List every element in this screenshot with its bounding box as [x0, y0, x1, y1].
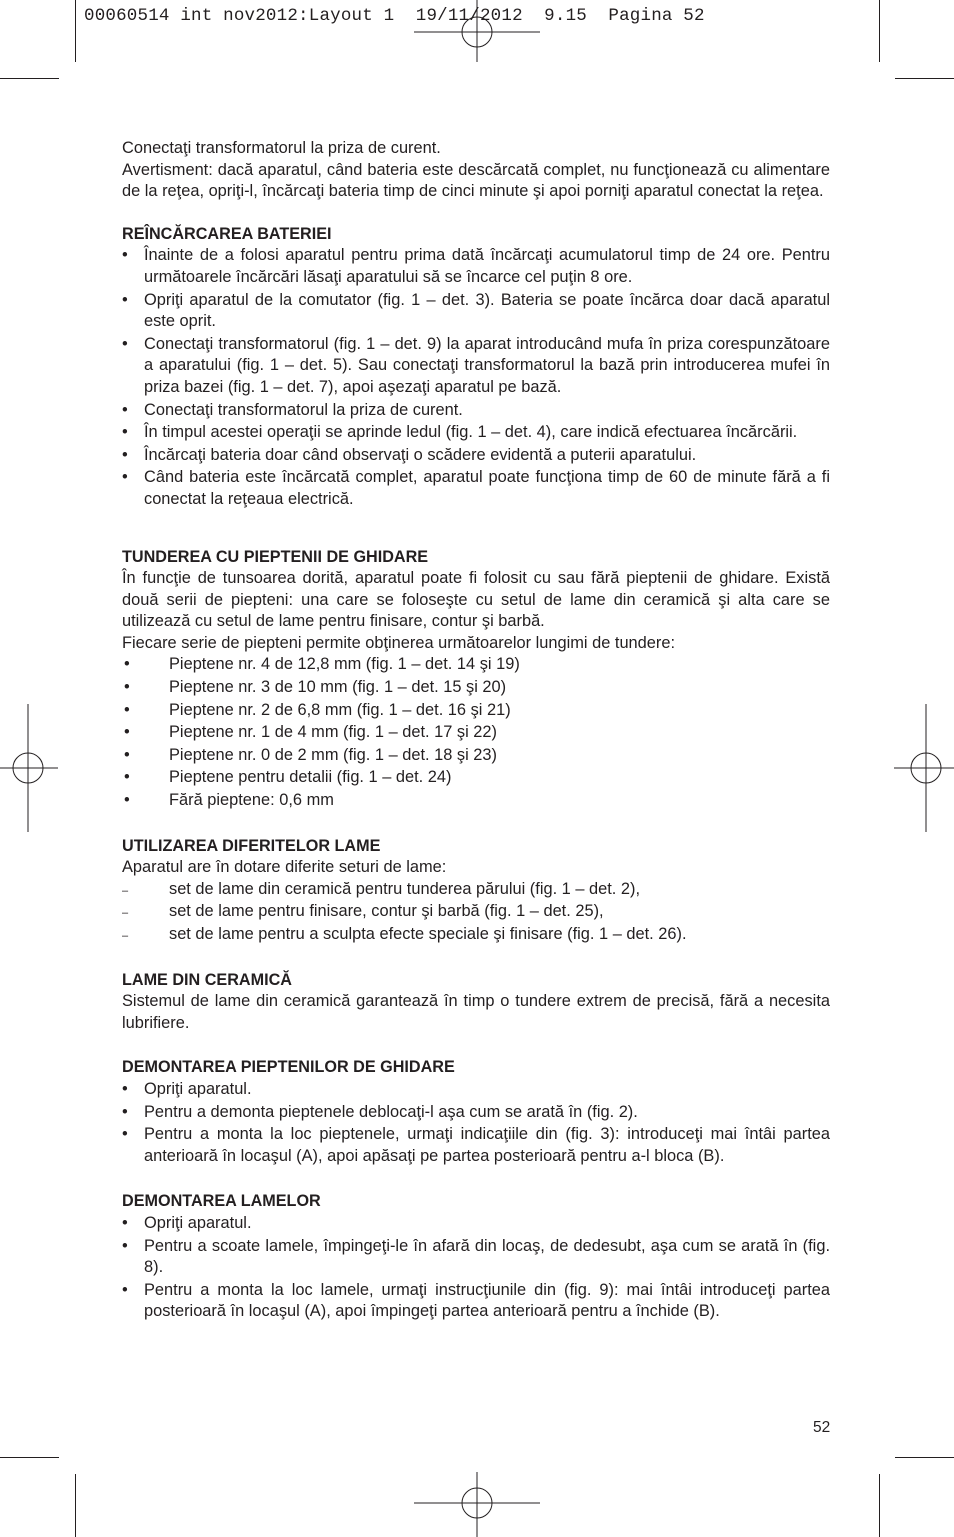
crop-mark — [75, 0, 76, 62]
section-heading: UTILIZAREA DIFERITELOR LAME — [122, 836, 381, 855]
list-item: • Pieptene nr. 2 de 6,8 mm (fig. 1 – det. 16 şi 21) — [122, 700, 830, 722]
list-item: – set de lame pentru a sculpta efecte speciale şi finisare (fig. 1 – det. 26). — [122, 924, 830, 946]
section-heading: TUNDEREA CU PIEPTENII DE GHIDARE — [122, 547, 429, 566]
crop-mark — [75, 1474, 76, 1537]
section-heading: REÎNCĂRCAREA BATERIEI — [122, 224, 332, 243]
list-item: • Încărcaţi bateria doar când observaţi o scădere evidentă a puterii aparatului. — [122, 445, 830, 467]
crop-mark — [0, 1457, 59, 1458]
registration-mark-left — [0, 704, 60, 832]
ceramic-paragraph: Sistemul de lame din ceramică garantează în timp o tundere extrem de precisă, fără a necesita lubrifiere. — [122, 992, 830, 1032]
page-content — [122, 138, 830, 1324]
crop-mark — [879, 1474, 880, 1537]
list-item: • Conectaţi transformatorul la priza de curent. — [122, 400, 830, 422]
list-item: • Pentru a demonta pieptenele deblocaţi-l aşa cum se arată în (fig. 2). — [122, 1102, 830, 1124]
crop-mark — [895, 78, 954, 79]
list-item: • Pieptene nr. 0 de 2 mm (fig. 1 – det. 18 şi 23) — [122, 745, 830, 767]
list-item: • Pieptene pentru detalii (fig. 1 – det. 24) — [122, 767, 830, 789]
list-item: • Opriţi aparatul de la comutator (fig. 1 – det. 3). Bateria se poate încărca doar dacă aparatul este oprit. — [122, 290, 830, 333]
list-item: • În timpul acestei operaţii se aprinde ledul (fig. 1 – det. 4), care indică efectuarea încărcării. — [122, 422, 830, 444]
list-item: • Fără pieptene: 0,6 mm — [122, 790, 830, 812]
list-item: • Pieptene nr. 1 de 4 mm (fig. 1 – det. 17 şi 22) — [122, 722, 830, 744]
crop-mark — [895, 1457, 954, 1458]
remove-blades-list — [122, 1213, 830, 1323]
list-item: – set de lame din ceramică pentru tunderea părului (fig. 1 – det. 2), — [122, 879, 830, 901]
crop-mark — [0, 78, 59, 79]
list-item: • Când bateria este încărcată complet, aparatul poate funcţiona timp de 60 de minute fără a fi conectat la reţeaua electrică. — [122, 467, 830, 510]
list-item: • Pentru a scoate lamele, împingeţi-le în afară din locaş, de dedesubt, aşa cum se arată în (fig. 8). — [122, 1236, 830, 1279]
combs-list — [122, 654, 830, 811]
page-number: 52 — [813, 1419, 831, 1436]
registration-mark-right — [894, 704, 954, 832]
section-heading: DEMONTAREA LAMELOR — [122, 1192, 321, 1211]
registration-mark-bottom — [414, 1472, 542, 1537]
blades-paragraph: Aparatul are în dotare diferite seturi de lame: — [122, 858, 447, 877]
combs-paragraph: În funcţie de tunsoarea dorită, aparatul poate fi folosit cu sau fără pieptenii de ghidare. Există două serii de piepteni: una care se foloseşte cu setul de lame din ceramică şi alta care se utilizează cu setul de lame pentru finisare, contur şi barbă. — [122, 569, 830, 631]
registration-mark-top — [414, 0, 542, 62]
blades-list — [122, 879, 830, 946]
combs-paragraph: Fiecare serie de pieptenі permite obţinerea următoarelor lungimi de tundere: — [122, 633, 676, 652]
crop-mark — [879, 0, 880, 62]
list-item: • Pentru a monta la loc pieptenele, urmaţi indicaţiile din (fig. 3): introduceţi mai întâi partea anterioară în locaşul (A), apoi apăsaţi pe partea posterioară pentru a-l bloca (B). — [122, 1124, 830, 1167]
print-slug: 00060514 int nov2012:Layout 1 19/11/2012 9.15 Pagina 52 — [84, 6, 705, 26]
section-heading: LAME DIN CERAMICĂ — [122, 970, 292, 989]
list-item: • Opriţi aparatul. — [122, 1213, 830, 1235]
charging-list — [122, 245, 830, 510]
list-item: • Pieptene nr. 3 de 10 mm (fig. 1 – det. 15 şi 20) — [122, 677, 830, 699]
section-heading: DEMONTAREA PIEPTENILOR DE GHIDARE — [122, 1058, 455, 1077]
intro-paragraph: Avertisment: dacă aparatul, când bateria este descărcată complet, nu funcţionează cu alimentare de la reţea, opriţi-l, încărcaţi bateria timp de cinci minute şi apoi porniţi aparatul conectat la reţea. — [122, 160, 830, 201]
list-item: • Înainte de a folosi aparatul pentru prima dată încărcaţi acumulatorul timp de 24 ore. Pentru următoarele încărcări lăsaţi aparatului să se încarce cel puţin 8 ore. — [122, 245, 830, 288]
list-item: • Opriţi aparatul. — [122, 1079, 830, 1101]
list-item: • Pentru a monta la loc lamele, urmaţi instrucţiunile din (fig. 9): mai întâi introduceţi partea posterioară în locaşul (A), apoi împingeţi partea anterioară pentru a închide (B). — [122, 1280, 830, 1323]
remove-combs-list — [122, 1079, 830, 1167]
list-item: • Conectaţi transformatorul (fig. 1 – det. 9) la aparat introducând mufa în priza corespunzătoare a aparatului (fig. 1 – det. 5). Sau conectaţi transformatorul la bază prin introducerea mufei în priza bazei (fig. 1 – det. 7), apoi aşezaţi aparatul pe bază. — [122, 334, 830, 399]
list-item: • Pieptene nr. 4 de 12,8 mm (fig. 1 – det. 14 şi 19) — [122, 654, 830, 676]
intro-paragraph: Conectaţi transformatorul la priza de curent. — [122, 139, 441, 157]
list-item: – set de lame pentru finisare, contur şi barbă (fig. 1 – det. 25), — [122, 901, 830, 923]
